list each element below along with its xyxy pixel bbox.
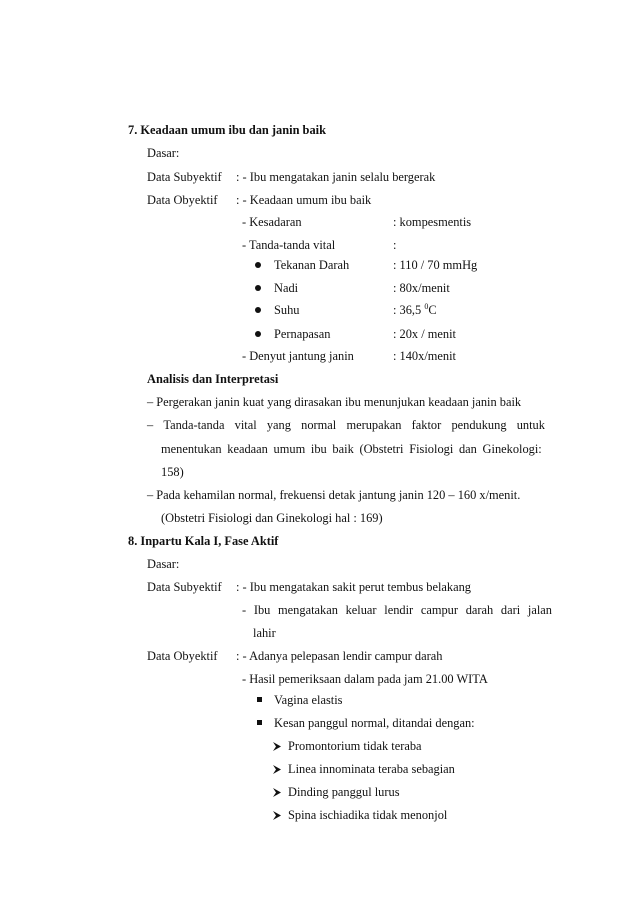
- analysis-line: – Pergerakan janin kuat yang dirasakan ibu menunjukan keadaan janin baik: [147, 395, 522, 409]
- vital-value: : 36,5: [393, 303, 425, 317]
- subjective-label: Data Subyektif: [147, 170, 222, 184]
- kesadaran-value: : kompesmentis: [393, 215, 472, 229]
- analysis-line: (Obstetri Fisiologi dan Ginekologi hal : 169): [161, 511, 383, 525]
- fetal-heart-value: : 140x/menit: [393, 349, 456, 363]
- vital-value-temperature: [393, 302, 437, 320]
- analysis-line: – Pada kehamilan normal, frekuensi detak jantung janin 120 – 160 x/menit.: [147, 488, 521, 502]
- arrow-bullet-icon: [272, 764, 282, 775]
- vital-label: Tekanan Darah: [274, 258, 350, 272]
- subjective-value: lahir: [253, 626, 276, 640]
- analysis-line: menentukan keadaan umum ibu baik (Obstetri Fisiologi dan Ginekologi:: [161, 442, 542, 456]
- dasar-label: Dasar:: [147, 146, 180, 160]
- exam-item: Kesan panggul normal, ditandai dengan:: [274, 716, 475, 730]
- vital-value: : 80x/menit: [393, 281, 450, 295]
- vital-label: Nadi: [274, 281, 299, 295]
- vital-label: Suhu: [274, 303, 300, 317]
- vital-value: : 110 / 70 mmHg: [393, 258, 478, 272]
- objective-value: - Hasil pemeriksaan dalam pada jam 21.00 WITA: [242, 672, 488, 686]
- exam-item: Vagina elastis: [274, 693, 343, 707]
- vital-signs-colon: :: [393, 238, 397, 252]
- dasar-label: Dasar:: [147, 557, 180, 571]
- section-8-heading: 8. Inpartu Kala I, Fase Aktif: [128, 534, 279, 548]
- subjective-value: : - Ibu mengatakan sakit perut tembus belakang: [236, 580, 472, 594]
- fetal-heart-label: - Denyut jantung janin: [242, 349, 354, 363]
- subjective-value: : - Ibu mengatakan janin selalu bergerak: [236, 170, 436, 184]
- temperature-unit: C: [428, 303, 437, 317]
- panggul-item: Dinding panggul lurus: [288, 785, 400, 799]
- degree-superscript: 0: [424, 302, 429, 311]
- square-bullet-icon: [257, 697, 262, 702]
- arrow-bullet-icon: [272, 810, 282, 821]
- panggul-item: Linea innominata teraba sebagian: [288, 762, 455, 776]
- panggul-item: Promontorium tidak teraba: [288, 739, 422, 753]
- objective-label: Data Obyektif: [147, 649, 218, 663]
- analysis-line: – Tanda-tanda vital yang normal merupakan faktor pendukung untuk: [147, 418, 545, 432]
- analysis-heading: Analisis dan Interpretasi: [147, 372, 279, 386]
- kesadaran-label: - Kesadaran: [242, 215, 302, 229]
- subjective-value: - Ibu mengatakan keluar lendir campur darah dari jalan: [242, 603, 552, 617]
- analysis-line: 158): [161, 465, 184, 479]
- arrow-bullet-icon: [272, 741, 282, 752]
- objective-label: Data Obyektif: [147, 193, 218, 207]
- vital-signs-label: - Tanda-tanda vital: [242, 238, 336, 252]
- objective-value: : - Adanya pelepasan lendir campur darah: [236, 649, 443, 663]
- panggul-item: Spina ischiadika tidak menonjol: [288, 808, 448, 822]
- arrow-bullet-icon: [272, 787, 282, 798]
- section-7-heading: 7. Keadaan umum ibu dan janin baik: [128, 123, 326, 137]
- bullet-icon: [255, 285, 261, 291]
- objective-value: : - Keadaan umum ibu baik: [236, 193, 372, 207]
- subjective-label: Data Subyektif: [147, 580, 222, 594]
- bullet-icon: [255, 262, 261, 268]
- bullet-icon: [255, 307, 261, 313]
- square-bullet-icon: [257, 720, 262, 725]
- vital-label: Pernapasan: [274, 327, 331, 341]
- vital-value: : 20x / menit: [393, 327, 456, 341]
- bullet-icon: [255, 331, 261, 337]
